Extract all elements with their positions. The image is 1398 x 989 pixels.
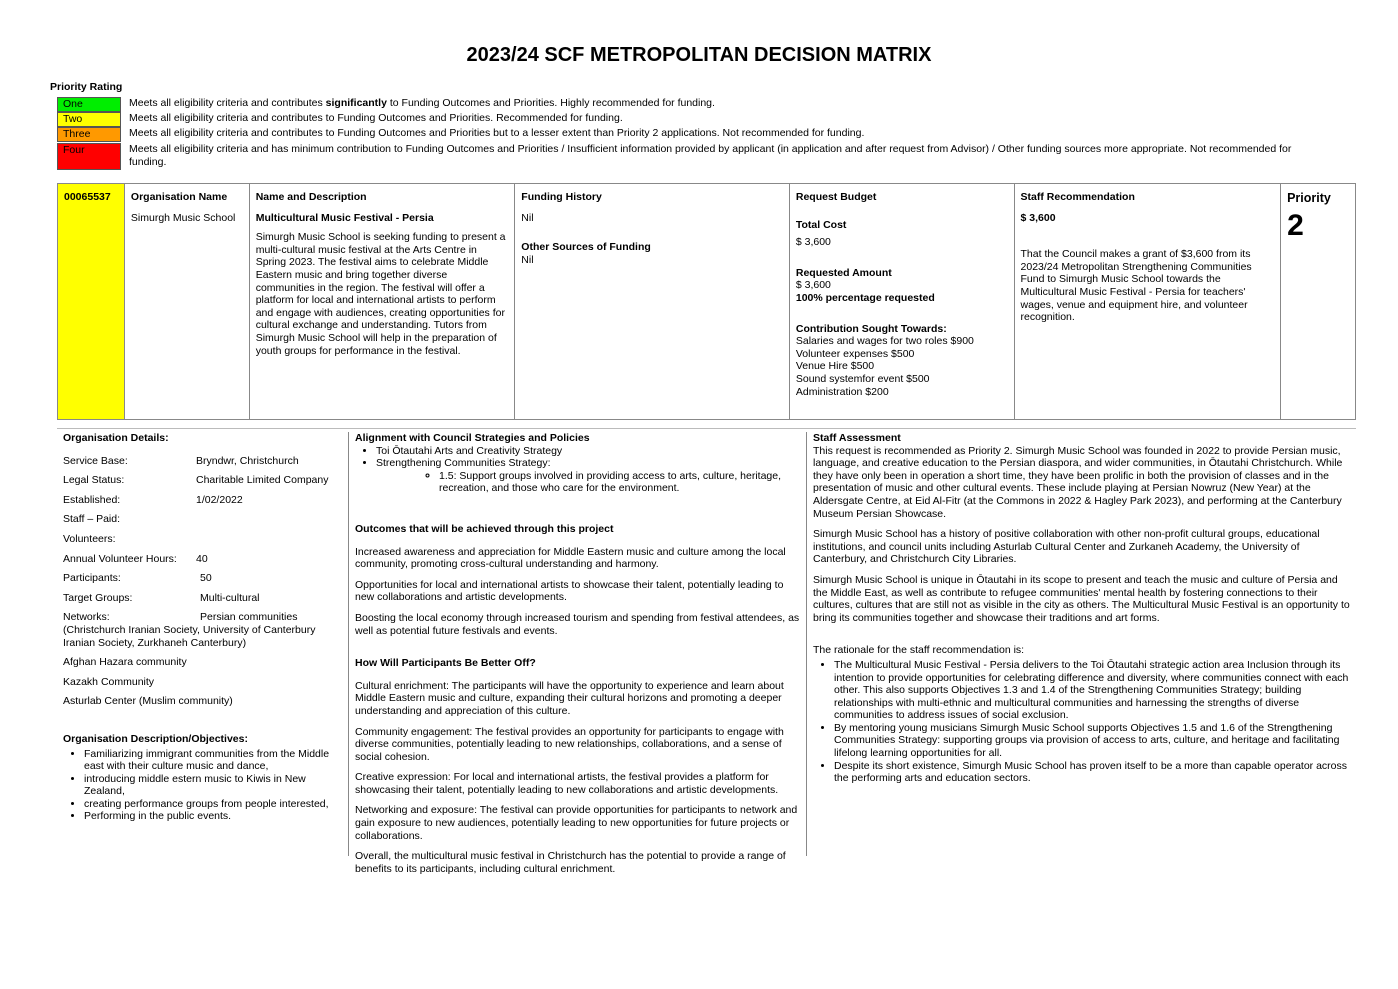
better-off-paragraph: Community engagement: The festival provides an opportunity for participants to engage with diverse communities, potentially leading to new relationships, collaborations, and a sense of social cohesion. xyxy=(355,725,784,763)
name-description-cell xyxy=(250,184,516,419)
alignment-item: • Strengthening Communities Strategy: xyxy=(376,457,804,470)
alignment-heading: Alignment with Council Strategies and Policies xyxy=(355,432,590,444)
contribution-item: Volunteer expenses $500 xyxy=(795,347,915,360)
contribution-label: Contribution Sought Towards: xyxy=(795,322,947,335)
other-sources-value: Nil xyxy=(521,253,534,266)
requested-amount-value: $ 3,600 xyxy=(795,279,831,292)
alignment-item: • Toi Ōtautahi Arts and Creativity Strategy xyxy=(376,445,804,458)
detail-participants: Participants: 50 xyxy=(63,572,212,585)
outcomes-heading: Outcomes that will be achieved through this project xyxy=(355,522,614,535)
priority-header: Priority xyxy=(1287,191,1331,205)
better-off-paragraph: Cultural enrichment: The participants will have the opportunity to experience and learn about Middle Eastern music and culture, expanding their cultural horizons and promoting a deeper understanding and appreciation of this culture. xyxy=(355,679,784,717)
organisation-details-heading: Organisation Details: xyxy=(63,432,169,444)
priority-desc-three: Meets all eligibility criteria and contributes to Funding Outcomes and Priorities but to a lesser extent than Priority 2 applications. Not recommended for funding. xyxy=(129,127,865,139)
priority-desc-one: Meets all eligibility criteria and contributes significantly to Funding Outcomes and Priorities. Highly recommended for funding. xyxy=(129,97,715,109)
detail-legal-status: Legal Status: Charitable Limited Company xyxy=(63,474,329,487)
priority-cell xyxy=(1281,184,1355,419)
organisation-name: Simurgh Music School xyxy=(130,211,236,224)
contribution-item: Sound systemfor event $500 xyxy=(795,372,930,385)
funding-history-header: Funding History xyxy=(521,191,602,203)
staff-recommendation-text: That the Council makes a grant of $3,600 from its 2023/24 Metropolitan Strengthening Communities Fund to Simurgh Music School towards the Multicultural Music Festival - Persia for teachers' wages, venue and equipment hire, and volunteer recognition. xyxy=(1020,248,1252,324)
application-id: 00065537 xyxy=(64,191,111,203)
outcome-paragraph: Increased awareness and appreciation for Middle Eastern music and culture among the local community, promoting cross-cultural understanding and harmony. xyxy=(355,545,786,571)
priority-row-one xyxy=(57,97,1319,112)
network-item: Afghan Hazara community xyxy=(63,656,187,669)
funding-history-cell xyxy=(515,184,790,419)
contribution-item: Venue Hire $500 xyxy=(795,360,875,373)
network-item: Asturlab Center (Muslim community) xyxy=(63,695,233,708)
priority-swatch-one: One xyxy=(57,97,121,112)
detail-volunteers: Volunteers: xyxy=(63,532,116,545)
priority-row-four xyxy=(57,143,1319,170)
staff-assessment-heading: Staff Assessment xyxy=(813,432,901,444)
objectives-heading: Organisation Description/Objectives: xyxy=(63,732,248,745)
better-off-paragraph: Overall, the multicultural music festival in Christchurch has the potential to provide a range of benefits to its participants, including cultural enrichment. xyxy=(355,850,786,875)
detail-established: Established: 1/02/2022 xyxy=(63,493,243,506)
staff-recommendation-amount: $ 3,600 xyxy=(1020,211,1056,224)
assessment-paragraph: This request is recommended as Priority 2. Simurgh Music School was founded in 2022 to provide Persian music, language, and creative education to the Persian diaspora, and wider communities, in Ōtautahi Christchurch. While they have only been in operation a short time, they have been prolific in both the provision of classes and in the presentation of music and other cultural events. These include playing at Persian Nowruz (New Year) at the Aldersgate Centre, at Eid Al-Fitr (at the Commons in 2022 & Hagley Park 2023), and performing at the Canterbury Museum Persian Showcase. xyxy=(813,444,1343,520)
priority-swatch-two: Two xyxy=(57,112,121,127)
outcome-paragraph: Opportunities for local and international artists to showcase their talent, potentially leading to new collaborations and artistic developments. xyxy=(355,578,784,604)
rationale-intro: The rationale for the staff recommendation is: xyxy=(813,644,1025,657)
detail-staff-paid: Staff – Paid: xyxy=(63,513,121,526)
better-off-paragraph: Networking and exposure: The festival can provide opportunities for participants to network and gain exposure to new audiences, potentially leading to new opportunities for future projects or collaborations. xyxy=(355,804,798,842)
page-title: 2023/24 SCF METROPOLITAN DECISION MATRIX xyxy=(466,44,932,66)
organisation-details-column xyxy=(63,432,343,823)
application-id-cell xyxy=(58,184,125,419)
detail-networks: Networks: Persian communities (Christchurch Iranian Society, University of Canterbury Iranian Society, Zurkhaneh Canterbury) xyxy=(63,611,316,649)
network-item: Kazakh Community xyxy=(63,675,155,688)
total-cost-label: Total Cost xyxy=(795,218,847,231)
better-off-heading: How Will Participants Be Better Off? xyxy=(355,657,536,670)
section-divider xyxy=(57,428,1356,429)
project-description: Simurgh Music School is seeking funding to present a multi-cultural music festival at the Arts Centre in Spring 2023. The festival aims to celebrate Middle Eastern music and bring together diverse communities in the region. The festival will offer a platform for local and international artists to perform and engage with audiences, creating opportunities for cultural exchange and understanding. Tutors from Simurgh Music School will help in the preparation of youth groups for performance in the festival. xyxy=(255,231,506,357)
organisation-name-cell xyxy=(125,184,250,419)
objectives-list xyxy=(63,748,343,824)
staff-assessment-column xyxy=(806,432,1352,856)
priority-row-three xyxy=(57,127,1319,142)
objective-item: • creating performance groups from people interested, xyxy=(84,798,343,811)
detail-annual-hours: Annual Volunteer Hours: 40 xyxy=(63,552,208,565)
contribution-item: Salaries and wages for two roles $900 xyxy=(795,335,974,348)
rationale-item: • By mentoring young musicians Simurgh Music School supports Objectives 1.5 and 1.6 of the Strengthening Communities Strategy: supporting groups via provision of access to arts, culture, and heritage and facilitating lifelong learning opportunities for all. xyxy=(834,722,1352,760)
staff-recommendation-cell xyxy=(1015,184,1282,419)
priority-swatch-four: Four xyxy=(57,143,121,170)
rationale-item: • The Multicultural Music Festival - Persia delivers to the Toi Ōtautahi strategic action area Inclusion through its intention to provide opportunities for celebrating difference and diversity, where communities connect with each other. This also supports Objectives 1.3 and 1.4 of the Strengthening Communities Strategy; building relationships with multi-ethnic and multicultural communities and harnessing the strengths of diverse communities to address issues of social exclusion. xyxy=(834,659,1352,722)
request-budget-header: Request Budget xyxy=(795,191,877,203)
priority-row-two xyxy=(57,112,1319,127)
alignment-subitem: ◦ 1.5: Support groups involved in providing access to arts, culture, heritage, recreation, and those who care for the environment. xyxy=(439,470,804,495)
organisation-name-header: Organisation Name xyxy=(130,191,228,203)
project-name: Multicultural Music Festival - Persia xyxy=(255,211,434,224)
total-cost-value: $ 3,600 xyxy=(795,236,831,249)
funding-history-value: Nil xyxy=(521,211,534,224)
assessment-paragraph: Simurgh Music School has a history of positive collaboration with other non-profit cultural groups, educational institutions, and council units including Asturlab Cultural Center and Zurkaneh Academy, the University of Canterbury, and Christchurch City Libraries. xyxy=(813,528,1320,566)
contribution-item: Administration $200 xyxy=(795,385,889,398)
staff-recommendation-header: Staff Recommendation xyxy=(1020,191,1135,203)
outcome-paragraph: Boosting the local economy through increased tourism and spending from festival attendees, as well as potential future festivals and events. xyxy=(355,611,800,637)
objective-item: • Familiarizing immigrant communities from the Middle east with their culture music and dance, xyxy=(84,748,343,773)
detail-target-groups: Target Groups: Multi-cultural xyxy=(63,591,260,604)
priority-desc-four: Meets all eligibility criteria and has minimum contribution to Funding Outcomes and Priorities / Insufficient information provided by applicant (in application and after request from Advisor) / Other funding sources more appropriate. Not recommended for funding. xyxy=(129,143,1292,168)
detail-service-base: Service Base: Bryndwr, Christchurch xyxy=(63,454,299,467)
objective-item: • introducing middle estern music to Kiwis in New Zealand, xyxy=(84,773,343,798)
assessment-paragraph: Simurgh Music School is unique in Ōtautahi in its scope to present and teach the music and culture of Persia and the Middle East, as well as contribute to refugee communities' mental health by fostering connections to their cultures, cultures that are still not as visible in the city as others. The Multicultural Music Festival is an opportunity to bring its communities together and showcase their traditions and art forms. xyxy=(813,573,1350,624)
rationale-list xyxy=(813,659,1352,785)
rationale-item: • Despite its short existence, Simurgh Music School has proven itself to be a more than capable operator across the performing arts and education sectors. xyxy=(834,760,1352,785)
alignment-column xyxy=(348,432,804,875)
requested-amount-label: Requested Amount xyxy=(795,266,892,279)
percentage-requested: 100% percentage requested xyxy=(795,291,935,304)
other-sources-header: Other Sources of Funding xyxy=(521,241,651,254)
request-budget-cell xyxy=(790,184,1015,419)
name-description-header: Name and Description xyxy=(255,191,367,203)
priority-value: 2 xyxy=(1287,209,1304,242)
priority-desc-two: Meets all eligibility criteria and contributes to Funding Outcomes and Priorities. Recommended for funding. xyxy=(129,112,623,124)
alignment-list xyxy=(355,445,804,470)
better-off-paragraph: Creative expression: For local and international artists, the festival provides a platform for showcasing their talent, potentially leading to new collaborations and artistic developments. xyxy=(355,771,779,796)
objective-item: • Performing in the public events. xyxy=(84,810,343,823)
priority-rating-heading: Priority Rating xyxy=(50,81,123,93)
alignment-sublist xyxy=(355,470,804,495)
application-summary-table xyxy=(57,183,1356,420)
priority-swatch-three: Three xyxy=(57,127,121,142)
